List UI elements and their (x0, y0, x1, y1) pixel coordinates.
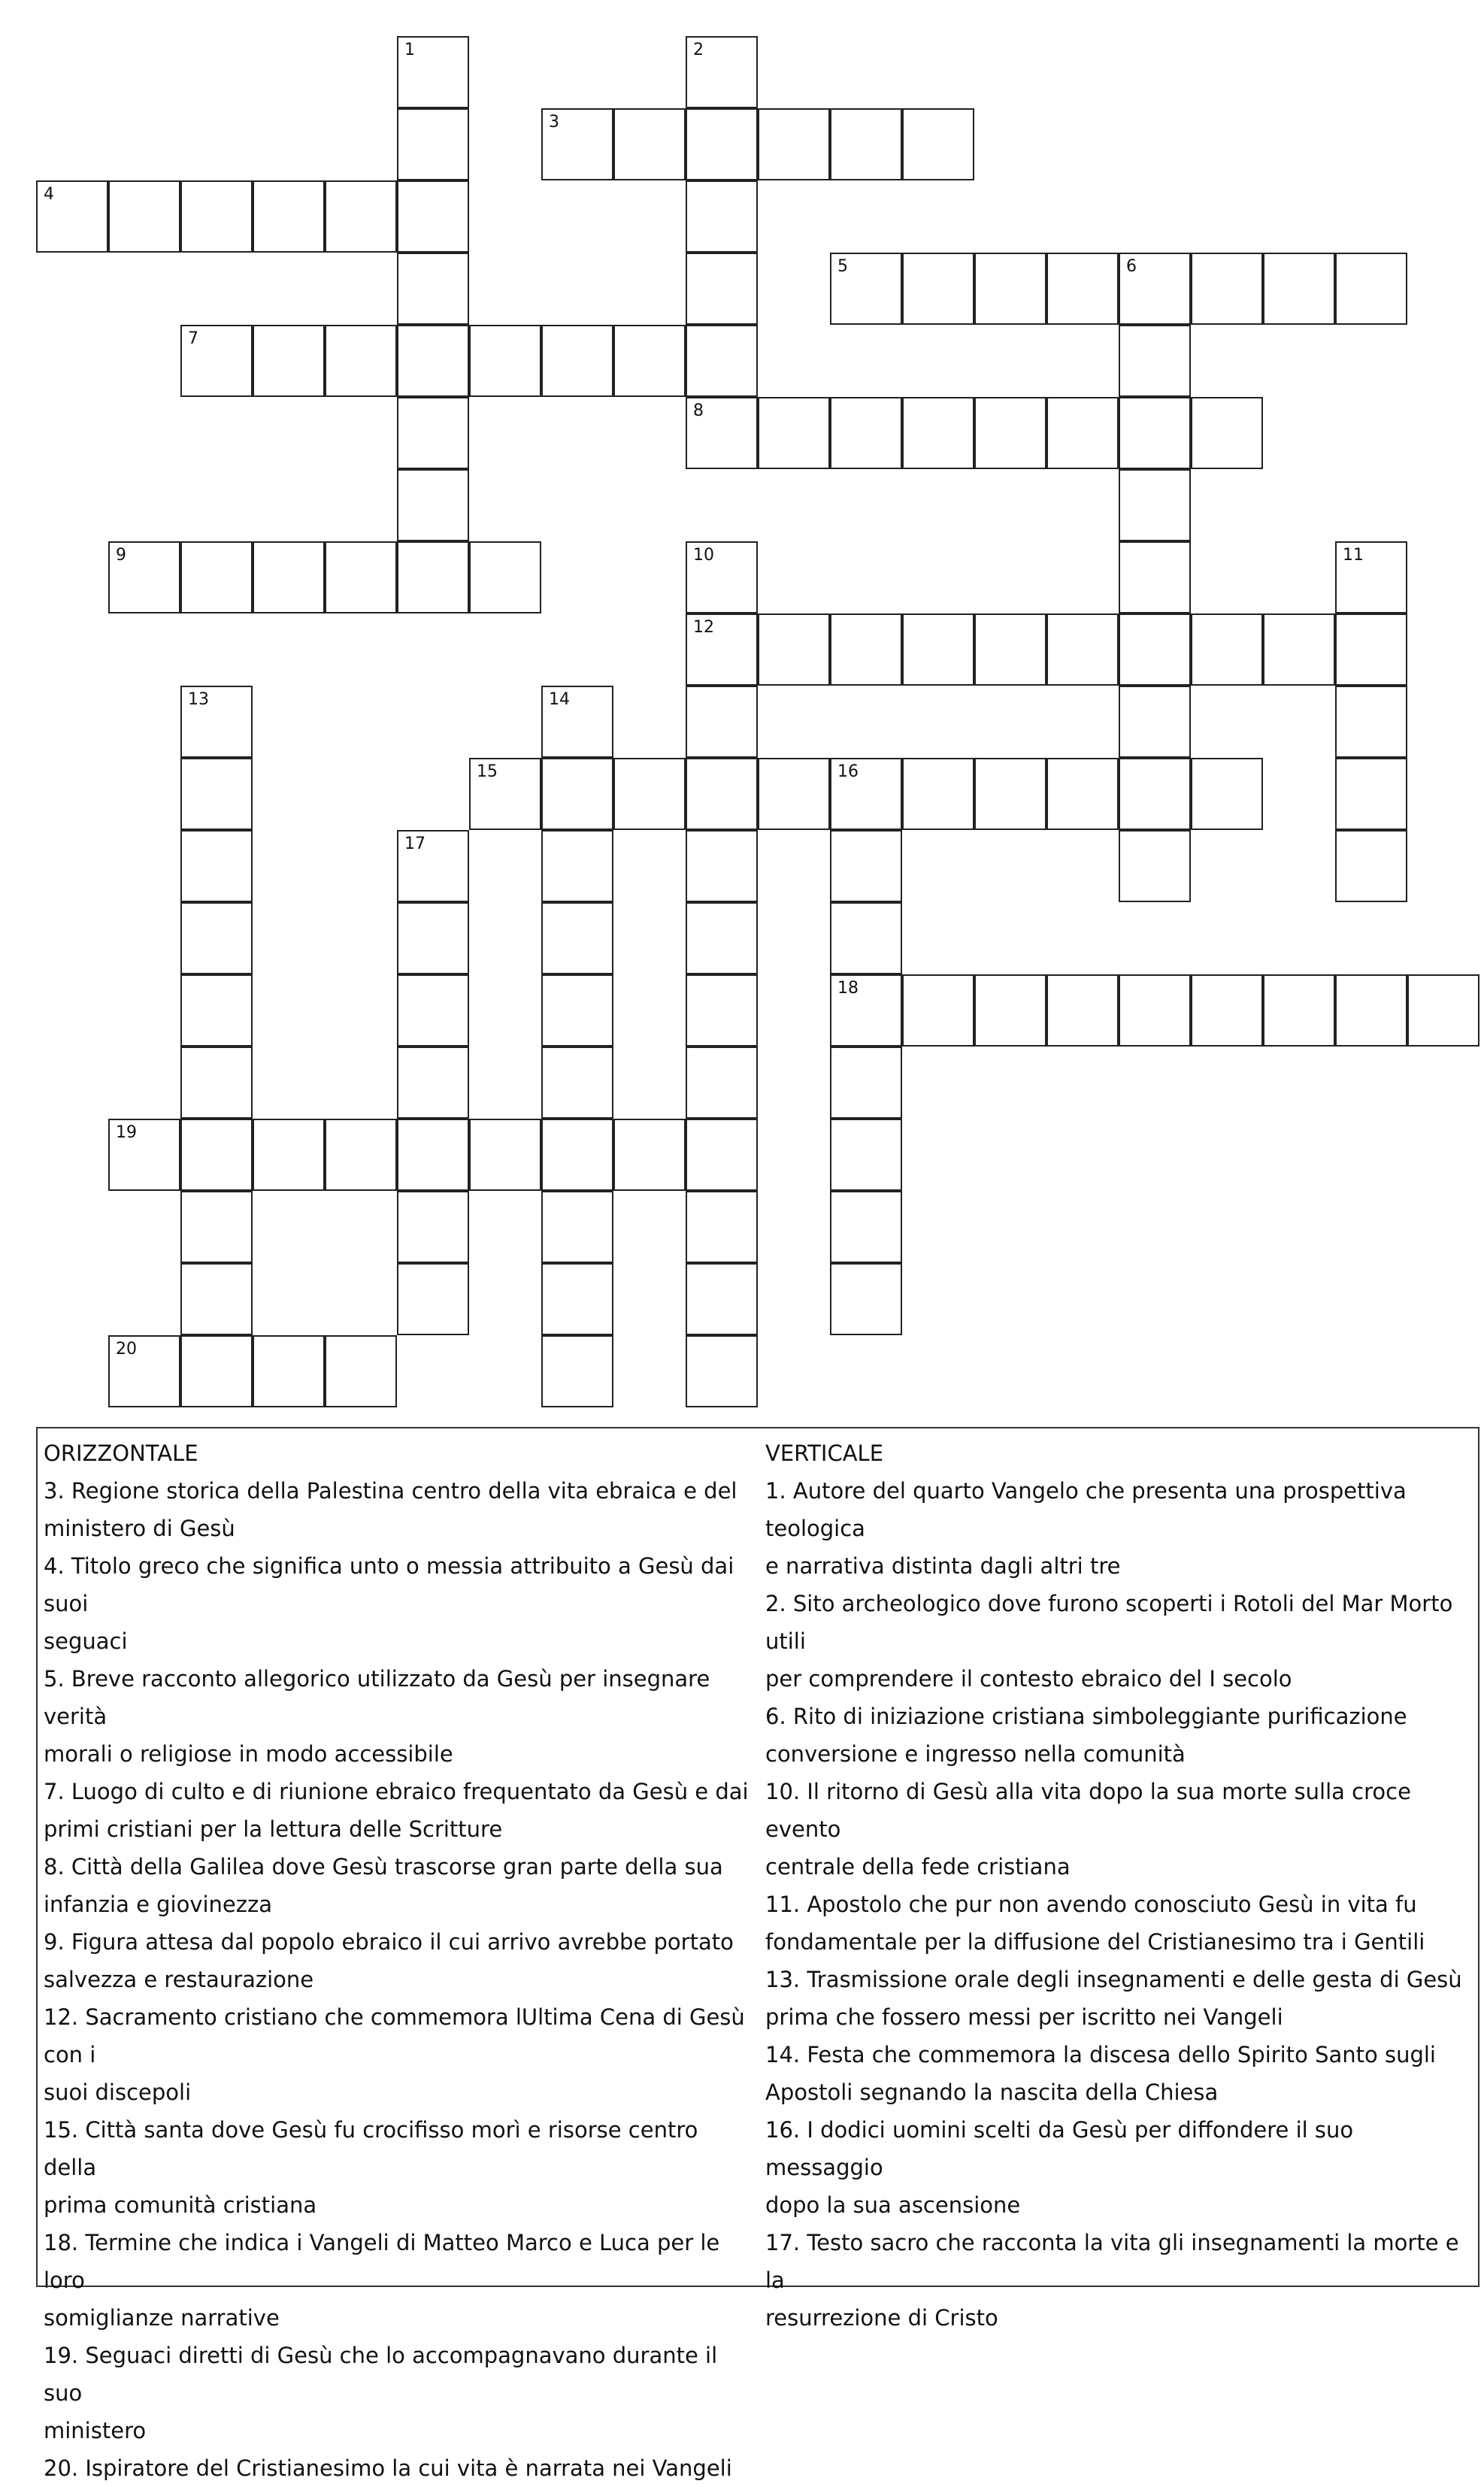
grid-cell[interactable] (758, 397, 830, 469)
grid-cell[interactable] (469, 541, 541, 613)
grid-cell[interactable] (180, 758, 253, 830)
grid-cell[interactable] (1335, 613, 1407, 686)
grid-cell[interactable] (830, 974, 902, 1047)
grid-cell[interactable] (397, 1119, 469, 1191)
across-clue-line: 3. Regione storica della Palestina centro della vita ebraica e del (44, 1478, 737, 1504)
grid-cell[interactable] (397, 830, 469, 902)
grid-cell[interactable] (974, 613, 1046, 686)
cell-number: 1 (404, 41, 415, 59)
grid-cell[interactable] (1119, 974, 1191, 1047)
down-clue-list (765, 1472, 1472, 2337)
across-clue-line: 7. Luogo di culto e di riunione ebraico frequentato da Gesù e dai (44, 1779, 749, 1804)
grid-cell[interactable] (541, 325, 613, 397)
cell-number: 3 (549, 113, 559, 132)
grid-cell[interactable] (541, 974, 613, 1047)
cell-number: 17 (404, 835, 426, 853)
grid-cell[interactable] (397, 253, 469, 325)
grid-cell[interactable] (686, 1263, 758, 1335)
grid-cell[interactable] (686, 108, 758, 180)
clues-panel (36, 1427, 1479, 2481)
grid-cell[interactable] (180, 541, 253, 613)
grid-cell[interactable] (686, 902, 758, 974)
grid-cell[interactable] (1263, 253, 1335, 325)
grid-cell[interactable] (686, 36, 758, 108)
grid-cell[interactable] (397, 902, 469, 974)
grid-cell[interactable] (1046, 397, 1119, 469)
down-clue-line: fondamentale per la diffusione del Cristianesimo tra i Gentili (765, 1929, 1425, 1955)
down-clue-line: 2. Sito archeologico dove furono scoperti i Rotoli del Mar Morto utili (765, 1591, 1453, 1654)
grid-cell[interactable] (108, 541, 180, 613)
grid-cell[interactable] (325, 1119, 397, 1191)
cell-number: 7 (188, 329, 198, 348)
grid-cell[interactable] (180, 974, 253, 1047)
grid-cell[interactable] (397, 1263, 469, 1335)
grid-cell[interactable] (830, 1191, 902, 1263)
grid-cell[interactable] (1335, 253, 1407, 325)
grid-cell[interactable] (1046, 758, 1119, 830)
cell-number: 15 (477, 762, 498, 781)
grid-cell[interactable] (1119, 469, 1191, 541)
across-heading: ORIZZONTALE (44, 1440, 198, 1466)
grid-cell[interactable] (253, 325, 325, 397)
across-clue-line: ministero (44, 2418, 147, 2443)
grid-cell[interactable] (397, 397, 469, 469)
down-clue-line: Apostoli segnando la nascita della Chiesa (765, 2080, 1219, 2105)
across-clue-line: 4. Titolo greco che significa unto o messia attribuito a Gesù dai suoi (44, 1553, 734, 1616)
across-clue-line: suoi discepoli (44, 2080, 192, 2105)
grid-cell[interactable] (830, 830, 902, 902)
down-clue-line: 10. Il ritorno di Gesù alla vita dopo la sua morte sulla croce evento (765, 1779, 1411, 1842)
grid-cell[interactable] (325, 180, 397, 253)
grid-cell[interactable] (1335, 758, 1407, 830)
cell-number: 6 (1126, 257, 1137, 276)
grid-cell[interactable] (1119, 541, 1191, 613)
grid-cell[interactable] (397, 469, 469, 541)
grid-cell[interactable] (1119, 758, 1191, 830)
grid-cell[interactable] (1191, 397, 1263, 469)
grid-cell[interactable] (108, 180, 180, 253)
grid-cell[interactable] (686, 686, 758, 758)
grid-cell[interactable] (1191, 974, 1263, 1047)
grid-cell[interactable] (613, 758, 686, 830)
grid-cell[interactable] (541, 758, 613, 830)
grid-cell[interactable] (541, 902, 613, 974)
grid-cell[interactable] (108, 1119, 180, 1191)
down-clue-line: 16. I dodici uomini scelti da Gesù per diffondere il suo messaggio (765, 2117, 1354, 2180)
grid-cell[interactable] (180, 902, 253, 974)
grid-cell[interactable] (1263, 974, 1335, 1047)
grid-cell[interactable] (1263, 613, 1335, 686)
grid-cell[interactable] (830, 902, 902, 974)
grid-cell[interactable] (686, 613, 758, 686)
grid-cell[interactable] (974, 397, 1046, 469)
grid-cell[interactable] (1119, 830, 1191, 902)
grid-cell[interactable] (397, 180, 469, 253)
grid-cell[interactable] (686, 1119, 758, 1191)
grid-cell[interactable] (397, 1047, 469, 1119)
grid-cell[interactable] (541, 1335, 613, 1407)
across-clue-line: 20. Ispiratore del Cristianesimo la cui vita è narrata nei Vangeli (44, 2455, 732, 2481)
grid-cell[interactable] (180, 1335, 253, 1407)
down-clue-line: 13. Trasmissione orale degli insegnamenti e delle gesta di Gesù (765, 1967, 1462, 1992)
grid-cell[interactable] (325, 325, 397, 397)
grid-cell[interactable] (1119, 397, 1191, 469)
grid-cell[interactable] (469, 758, 541, 830)
down-clues-column (765, 1434, 1472, 2337)
grid-cell[interactable] (758, 758, 830, 830)
down-clue-line: 1. Autore del quarto Vangelo che presenta una prospettiva teologica (765, 1478, 1407, 1541)
grid-cell[interactable] (686, 758, 758, 830)
down-clue-line: centrale della fede cristiana (765, 1854, 1071, 1880)
cell-number: 9 (116, 546, 126, 565)
grid-cell[interactable] (1046, 253, 1119, 325)
grid-cell[interactable] (1335, 830, 1407, 902)
cell-number: 2 (693, 41, 704, 59)
down-clue-line: 14. Festa che commemora la discesa dello Spirito Santo sugli (765, 2042, 1436, 2067)
across-clue-line: 8. Città della Galilea dove Gesù trascorse gran parte della sua (44, 1854, 723, 1880)
cell-number: 14 (549, 690, 570, 709)
grid-cell[interactable] (180, 1263, 253, 1335)
grid-cell[interactable] (686, 180, 758, 253)
cell-number: 10 (693, 546, 714, 565)
grid-cell[interactable] (180, 1047, 253, 1119)
grid-cell[interactable] (686, 830, 758, 902)
grid-cell[interactable] (686, 397, 758, 469)
grid-cell[interactable] (686, 541, 758, 613)
grid-cell[interactable] (686, 974, 758, 1047)
grid-cell[interactable] (1335, 974, 1407, 1047)
grid-cell[interactable] (830, 397, 902, 469)
across-clue-line: prima comunità cristiana (44, 2192, 317, 2218)
grid-cell[interactable] (541, 686, 613, 758)
across-clue-line: primi cristiani per la lettura delle Scritture (44, 1816, 503, 1842)
grid-cell[interactable] (180, 1191, 253, 1263)
across-clues-column (44, 1434, 750, 2487)
grid-cell[interactable] (1191, 613, 1263, 686)
grid-cell[interactable] (758, 108, 830, 180)
across-clue-line: morali o religiose in modo accessibile (44, 1741, 453, 1767)
grid-cell[interactable] (541, 1047, 613, 1119)
across-clue-line: salvezza e restaurazione (44, 1967, 314, 1992)
grid-cell[interactable] (180, 180, 253, 253)
grid-cell[interactable] (36, 180, 108, 253)
grid-cell[interactable] (1191, 253, 1263, 325)
cell-number: 11 (1343, 546, 1364, 565)
cell-number: 16 (837, 762, 859, 781)
grid-cell[interactable] (541, 1119, 613, 1191)
down-clue-line: 17. Testo sacro che racconta la vita gli insegnamenti la morte e la (765, 2230, 1459, 2293)
grid-cell[interactable] (830, 1047, 902, 1119)
across-clue-line: ministero di Gesù (44, 1516, 235, 1541)
grid-cell[interactable] (469, 325, 541, 397)
grid-cell[interactable] (902, 613, 974, 686)
cell-number: 4 (44, 185, 54, 204)
grid-cell[interactable] (830, 253, 902, 325)
grid-cell[interactable] (469, 1119, 541, 1191)
grid-cell[interactable] (1119, 253, 1191, 325)
grid-cell[interactable] (686, 1335, 758, 1407)
grid-cell[interactable] (325, 1335, 397, 1407)
grid-cell[interactable] (1407, 974, 1479, 1047)
grid-cell[interactable] (1046, 613, 1119, 686)
cell-number: 19 (116, 1123, 137, 1142)
grid-cell[interactable] (253, 1119, 325, 1191)
grid-cell[interactable] (974, 974, 1046, 1047)
grid-cell[interactable] (325, 541, 397, 613)
across-clue-line: 9. Figura attesa dal popolo ebraico il cui arrivo avrebbe portato (44, 1929, 734, 1955)
grid-cell[interactable] (830, 1263, 902, 1335)
down-clue-line: resurrezione di Cristo (765, 2305, 998, 2331)
grid-cell[interactable] (902, 758, 974, 830)
across-clue-line: 18. Termine che indica i Vangeli di Matteo Marco e Luca per le loro (44, 2230, 720, 2293)
grid-cell[interactable] (902, 397, 974, 469)
grid-cell[interactable] (686, 325, 758, 397)
cell-number: 13 (188, 690, 209, 709)
grid-cell[interactable] (686, 253, 758, 325)
grid-cell[interactable] (541, 1191, 613, 1263)
grid-cell[interactable] (686, 1191, 758, 1263)
cell-number: 18 (837, 979, 859, 998)
grid-cell[interactable] (253, 541, 325, 613)
grid-cell[interactable] (1335, 541, 1407, 613)
grid-cell[interactable] (397, 108, 469, 180)
cell-number: 5 (837, 257, 848, 276)
down-clue-line: dopo la sua ascensione (765, 2192, 1021, 2218)
down-clue-line: e narrativa distinta dagli altri tre (765, 1553, 1121, 1579)
grid-cell[interactable] (541, 830, 613, 902)
grid-cell[interactable] (902, 108, 974, 180)
grid-cell[interactable] (1119, 613, 1191, 686)
grid-cell[interactable] (1335, 686, 1407, 758)
across-clue-line: somiglianze narrative (44, 2305, 280, 2331)
grid-cell[interactable] (180, 686, 253, 758)
grid-cell[interactable] (1046, 974, 1119, 1047)
grid-cell[interactable] (902, 253, 974, 325)
grid-cell[interactable] (830, 613, 902, 686)
down-heading: VERTICALE (765, 1440, 884, 1466)
across-clue-line: 15. Città santa dove Gesù fu crocifisso morì e risorse centro della (44, 2117, 698, 2180)
grid-cell[interactable] (541, 108, 613, 180)
grid-cell[interactable] (397, 1191, 469, 1263)
across-clue-list (44, 1472, 750, 2487)
grid-cell[interactable] (974, 758, 1046, 830)
grid-cell[interactable] (1191, 758, 1263, 830)
grid-cell[interactable] (902, 974, 974, 1047)
grid-cell[interactable] (180, 830, 253, 902)
grid-cell[interactable] (253, 1335, 325, 1407)
down-clue-line: per comprendere il contesto ebraico del I secolo (765, 1666, 1292, 1692)
grid-cell[interactable] (830, 1119, 902, 1191)
down-clue-line: 6. Rito di iniziazione cristiana simboleggiante purificazione (765, 1704, 1407, 1729)
grid-cell[interactable] (613, 108, 686, 180)
down-clue-line: conversione e ingresso nella comunità (765, 1741, 1186, 1767)
across-clue-line: seguaci (44, 1628, 128, 1654)
grid-cell[interactable] (397, 325, 469, 397)
down-clue-line: 11. Apostolo che pur non avendo conosciuto Gesù in vita fu (765, 1892, 1417, 1917)
across-clue-line: 19. Seguaci diretti di Gesù che lo accompagnavano durante il suo (44, 2343, 718, 2406)
grid-cell[interactable] (974, 253, 1046, 325)
grid-cell[interactable] (180, 1119, 253, 1191)
grid-cell[interactable] (1119, 325, 1191, 397)
grid-cell[interactable] (1119, 686, 1191, 758)
across-clue-line: 12. Sacramento cristiano che commemora lUltima Cena di Gesù con i (44, 2004, 745, 2067)
grid-cell[interactable] (613, 1119, 686, 1191)
grid-cell[interactable] (830, 758, 902, 830)
down-clue-line: prima che fossero messi per iscritto nei Vangeli (765, 2004, 1283, 2030)
grid-cell[interactable] (253, 180, 325, 253)
grid-cell[interactable] (397, 36, 469, 108)
grid-cell[interactable] (108, 1335, 180, 1407)
cell-number: 20 (116, 1340, 137, 1359)
grid-cell[interactable] (613, 325, 686, 397)
across-clue-line: 5. Breve racconto allegorico utilizzato da Gesù per insegnare verità (44, 1666, 710, 1729)
grid-cell[interactable] (397, 974, 469, 1047)
cell-number: 8 (693, 401, 704, 420)
grid-cell[interactable] (541, 1263, 613, 1335)
across-clue-line: infanzia e giovinezza (44, 1892, 272, 1917)
grid-cell[interactable] (686, 1047, 758, 1119)
grid-cell[interactable] (397, 541, 469, 613)
grid-cell[interactable] (180, 325, 253, 397)
grid-cell[interactable] (830, 108, 902, 180)
cell-number: 12 (693, 618, 714, 637)
grid-cell[interactable] (758, 613, 830, 686)
